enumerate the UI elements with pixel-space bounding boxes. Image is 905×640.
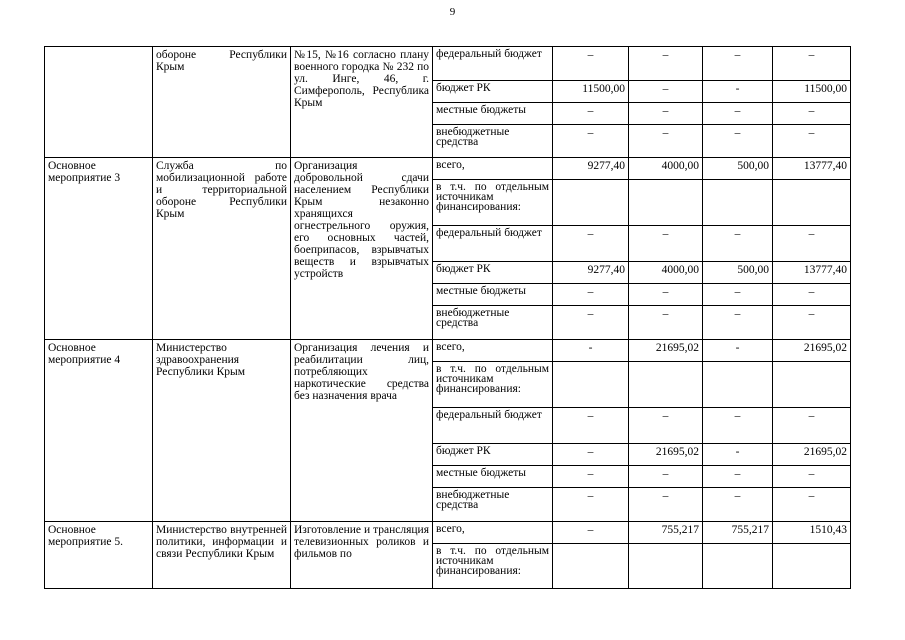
funding-source-cell: внебюджетные средства [433, 488, 553, 522]
amount-cell: 11500,00 [773, 81, 851, 103]
funding-source-cell: в т.ч. по отдельным источникам финансирования: [433, 180, 553, 226]
budget-table [44, 46, 851, 589]
amount-cell [629, 180, 703, 226]
amount-cell: – [553, 284, 629, 306]
amount-cell: – [703, 466, 773, 488]
amount-cell: – [629, 47, 703, 81]
amount-cell: – [553, 522, 629, 544]
amount-cell: – [703, 306, 773, 340]
amount-cell: 1510,43 [773, 522, 851, 544]
amount-cell: – [773, 125, 851, 158]
amount-cell: – [703, 226, 773, 262]
amount-cell: – [629, 125, 703, 158]
executor-cell: Служба по мобилизационной работе и территориальной обороне Республики Крым [153, 158, 291, 340]
amount-cell: – [773, 408, 851, 444]
amount-cell [703, 180, 773, 226]
amount-cell: – [629, 226, 703, 262]
amount-cell: – [553, 306, 629, 340]
amount-cell: – [773, 103, 851, 125]
amount-cell [629, 362, 703, 408]
amount-cell [553, 180, 629, 226]
measure-cell [45, 47, 153, 158]
amount-cell: – [629, 408, 703, 444]
amount-cell: – [703, 284, 773, 306]
amount-cell: 4000,00 [629, 158, 703, 180]
amount-cell: – [773, 284, 851, 306]
amount-cell [703, 362, 773, 408]
amount-cell: - [703, 444, 773, 466]
table-row [45, 47, 851, 81]
amount-cell: – [553, 226, 629, 262]
amount-cell: - [553, 340, 629, 362]
amount-cell: – [703, 408, 773, 444]
funding-source-cell: всего, [433, 522, 553, 544]
amount-cell: – [553, 444, 629, 466]
funding-source-cell: федеральный бюджет [433, 226, 553, 262]
funding-source-cell: местные бюджеты [433, 466, 553, 488]
amount-cell: 21695,02 [773, 444, 851, 466]
amount-cell: – [629, 466, 703, 488]
amount-cell: – [553, 47, 629, 81]
amount-cell: 500,00 [703, 158, 773, 180]
amount-cell: - [703, 340, 773, 362]
measure-cell: Основное мероприятие 3 [45, 158, 153, 340]
amount-cell [553, 362, 629, 408]
amount-cell: – [703, 47, 773, 81]
amount-cell: – [553, 103, 629, 125]
funding-source-cell: всего, [433, 340, 553, 362]
funding-source-cell: в т.ч. по отдельным источникам финансирования: [433, 544, 553, 589]
amount-cell [773, 544, 851, 589]
funding-source-cell: бюджет РК [433, 444, 553, 466]
amount-cell: 21695,02 [629, 444, 703, 466]
amount-cell [773, 180, 851, 226]
measure-cell: Основное мероприятие 5. [45, 522, 153, 589]
table-row [45, 158, 851, 180]
funding-source-cell: федеральный бюджет [433, 408, 553, 444]
funding-source-cell: в т.ч. по отдельным источникам финансирования: [433, 362, 553, 408]
amount-cell: – [703, 103, 773, 125]
page-number: 9 [449, 6, 456, 18]
amount-cell: – [773, 47, 851, 81]
amount-cell: – [629, 103, 703, 125]
amount-cell: 755,217 [703, 522, 773, 544]
description-cell: №15, №16 согласно плану военного городка № 232 по ул. Инге, 46, г. Симферополь, Республика Крым [291, 47, 433, 158]
description-cell: Организация добровольной сдачи населением Республики Крым незаконно хранящихся огнестрельного оружия, его основных частей, боеприпасов, взрывчатых веществ и взрывчатых устройств [291, 158, 433, 340]
amount-cell: – [553, 488, 629, 522]
funding-source-cell: внебюджетные средства [433, 125, 553, 158]
table-row [45, 522, 851, 544]
amount-cell: – [629, 306, 703, 340]
amount-cell: – [773, 488, 851, 522]
executor-cell: обороне Республики Крым [153, 47, 291, 158]
amount-cell: – [773, 466, 851, 488]
description-cell: Изготовление и трансляция телевизионных роликов и фильмов по [291, 522, 433, 589]
measure-cell: Основное мероприятие 4 [45, 340, 153, 522]
amount-cell: – [629, 488, 703, 522]
amount-cell: - [703, 81, 773, 103]
funding-source-cell: местные бюджеты [433, 284, 553, 306]
amount-cell [629, 544, 703, 589]
amount-cell: 9277,40 [553, 158, 629, 180]
funding-source-cell: федеральный бюджет [433, 47, 553, 81]
amount-cell: 755,217 [629, 522, 703, 544]
amount-cell: – [703, 488, 773, 522]
amount-cell: 500,00 [703, 262, 773, 284]
amount-cell: – [553, 125, 629, 158]
amount-cell: 11500,00 [553, 81, 629, 103]
amount-cell [553, 544, 629, 589]
amount-cell: 13777,40 [773, 262, 851, 284]
funding-source-cell: местные бюджеты [433, 103, 553, 125]
amount-cell [773, 362, 851, 408]
amount-cell: – [629, 284, 703, 306]
funding-source-cell: внебюджетные средства [433, 306, 553, 340]
funding-source-cell: всего, [433, 158, 553, 180]
amount-cell [703, 544, 773, 589]
amount-cell: – [553, 466, 629, 488]
amount-cell: – [773, 306, 851, 340]
table-row [45, 340, 851, 362]
funding-source-cell: бюджет РК [433, 81, 553, 103]
amount-cell: – [773, 226, 851, 262]
amount-cell: 21695,02 [773, 340, 851, 362]
amount-cell: – [703, 125, 773, 158]
funding-source-cell: бюджет РК [433, 262, 553, 284]
amount-cell: – [629, 81, 703, 103]
amount-cell: 13777,40 [773, 158, 851, 180]
executor-cell: Министерство здравоохранения Республики Крым [153, 340, 291, 522]
executor-cell: Министерство внутренней политики, информации и связи Республики Крым [153, 522, 291, 589]
amount-cell: – [553, 408, 629, 444]
amount-cell: 21695,02 [629, 340, 703, 362]
amount-cell: 9277,40 [553, 262, 629, 284]
amount-cell: 4000,00 [629, 262, 703, 284]
description-cell: Организация лечения и реабилитации лиц, потребляющих наркотические средства без назначения врача [291, 340, 433, 522]
